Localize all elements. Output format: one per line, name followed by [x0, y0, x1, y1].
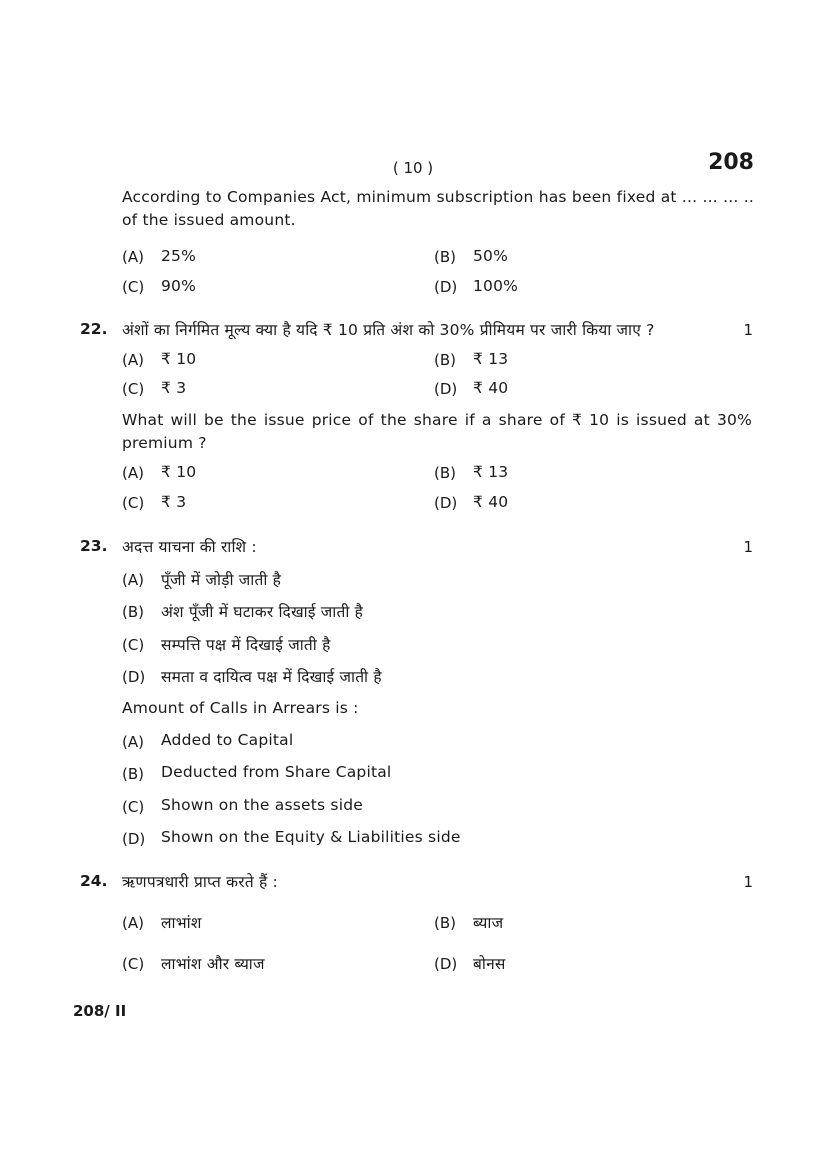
q22-hi-option-b-label: (B): [434, 351, 456, 369]
q21-option-d-label: (D): [434, 278, 458, 296]
q22-en-option-d-text: ₹ 40: [473, 493, 509, 511]
q21-option-b-text: 50%: [473, 247, 509, 265]
q23-en-option-b-label: (B): [122, 765, 144, 783]
q23-hi-option-d-label: (D): [122, 668, 146, 686]
q22-en-option-a-label: (A): [122, 464, 144, 482]
q21-option-d-text: 100%: [473, 277, 519, 295]
q23-number: 23.: [80, 537, 108, 555]
q24-number: 24.: [80, 872, 108, 890]
q23-en-option-d-text: Shown on the Equity & Liabilities side: [161, 828, 461, 846]
q24-option-c-text: लाभांश और ब्याज: [161, 955, 265, 973]
q24-option-a-label: (A): [122, 914, 144, 932]
q22-question-hi: अंशों का निर्गमित मूल्य क्या है यदि ₹ 10 प्रति अंश को 30% प्रीमियम पर जारी किया जाए ?: [122, 321, 655, 339]
q23-hi-option-c-label: (C): [122, 636, 145, 654]
q23-hi-option-d-text: समता व दायित्व पक्ष में दिखाई जाती है: [161, 668, 382, 686]
q23-hi-option-c-text: सम्पत्ति पक्ष में दिखाई जाती है: [161, 636, 331, 654]
q22-hi-option-d-label: (D): [434, 380, 458, 398]
q24-option-d-text: बोनस: [473, 955, 506, 973]
q24-option-d-label: (D): [434, 955, 458, 973]
q23-en-option-c-label: (C): [122, 798, 145, 816]
q22-en-option-a-text: ₹ 10: [161, 463, 197, 481]
q22-hi-option-a-label: (A): [122, 351, 144, 369]
q22-en-option-b-label: (B): [434, 464, 456, 482]
q23-hi-option-b-text: अंश पूँजी में घटाकर दिखाई जाती है: [161, 603, 364, 621]
q23-en-option-a-label: (A): [122, 733, 144, 751]
q22-hi-option-c-text: ₹ 3: [161, 379, 187, 397]
q24-option-b-text: ब्याज: [473, 914, 504, 932]
q24-option-c-label: (C): [122, 955, 145, 973]
q22-question-en: What will be the issue price of the share if a share of ₹ 10 is issued at 30% premium ?: [122, 411, 752, 452]
q23-question-en: Amount of Calls in Arrears is :: [122, 699, 359, 717]
q22-en-option-c-text: ₹ 3: [161, 493, 187, 511]
q22-marks: 1: [743, 321, 753, 339]
paper-code-footer: 208/ II: [73, 1002, 127, 1020]
q23-en-option-c-text: Shown on the assets side: [161, 796, 363, 814]
q21-question-en: According to Companies Act, minimum subscription has been fixed at ... ... ... .. of the issued amount.: [122, 188, 754, 229]
q22-hi-option-d-text: ₹ 40: [473, 379, 509, 397]
q21-option-a-label: (A): [122, 248, 144, 266]
page-number: ( 10 ): [392, 159, 434, 177]
q23-en-option-a-text: Added to Capital: [161, 731, 294, 749]
q24-option-a-text: लाभांश: [161, 914, 202, 932]
q23-hi-option-b-label: (B): [122, 603, 144, 621]
q21-option-b-label: (B): [434, 248, 456, 266]
q22-en-option-d-label: (D): [434, 494, 458, 512]
q22-hi-option-a-text: ₹ 10: [161, 350, 197, 368]
q23-en-option-b-text: Deducted from Share Capital: [161, 763, 392, 781]
q21-option-c-text: 90%: [161, 277, 197, 295]
q22-number: 22.: [80, 320, 108, 338]
q22-en-option-b-text: ₹ 13: [473, 463, 509, 481]
q22-hi-option-b-text: ₹ 13: [473, 350, 509, 368]
q23-hi-option-a-label: (A): [122, 571, 144, 589]
q23-en-option-d-label: (D): [122, 830, 146, 848]
q21-option-a-text: 25%: [161, 247, 197, 265]
q23-hi-option-a-text: पूँजी में जोड़ी जाती है: [161, 571, 282, 589]
q21-option-c-label: (C): [122, 278, 145, 296]
q24-marks: 1: [743, 873, 753, 891]
paper-code-top: 208: [708, 150, 754, 175]
q22-en-option-c-label: (C): [122, 494, 145, 512]
q24-option-b-label: (B): [434, 914, 456, 932]
q23-question-hi: अदत्त याचना की राशि :: [122, 538, 257, 556]
q23-marks: 1: [743, 538, 753, 556]
q24-question-hi: ऋणपत्रधारी प्राप्त करते हैं :: [122, 873, 278, 891]
q22-hi-option-c-label: (C): [122, 380, 145, 398]
